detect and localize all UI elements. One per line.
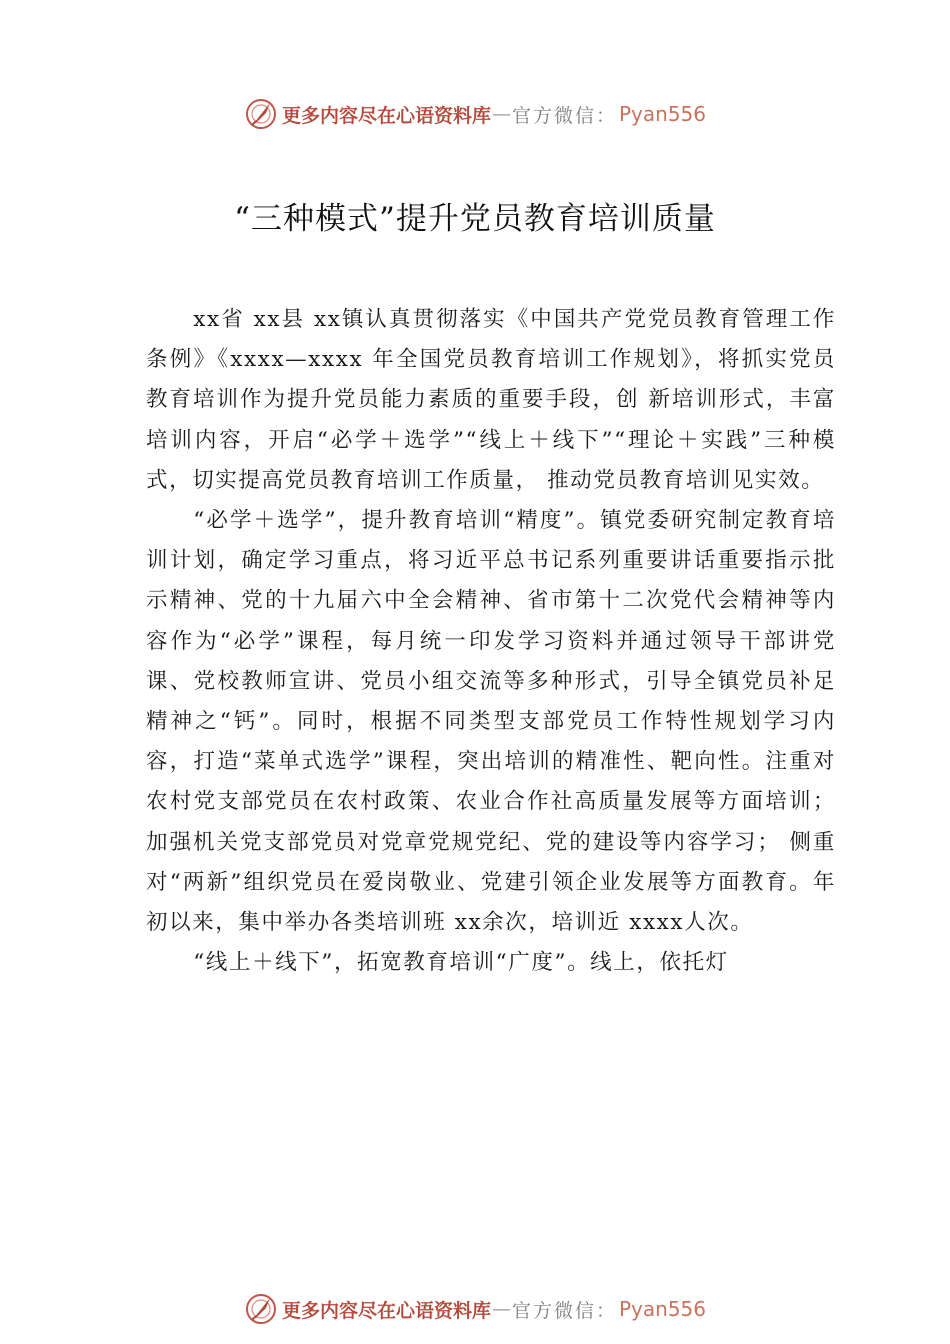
document-title: “三种模式”提升党员教育培训质量 [234,201,716,237]
watermark-wechat-id: Pyan556 [619,102,707,126]
quill-logo-icon [244,1292,278,1326]
watermark-wechat-label: 官方微信： [511,104,617,127]
paragraph-intro: xx省 xx县 xx镇认真贯彻落实《中国共产党党员教育管理工作条例》《xxxx—xxxx 年全国党员教育培训工作规划》，将抓实党员教育培训作为提升党员能力素质的重要手段，创 新培训形式，丰富培训内容，开启“必学＋选学”“线上＋线下”“理论＋实践”三种模式，切实提高党员教育培训工作质量， 推动党员教育培训见实效。 [146,307,836,493]
header-watermark [0,94,950,134]
paragraph-required-elective: “必学＋选学”，提升教育培训“精度”。镇党委研究制定教育培训计划，确定学习重点，将习近平总书记系列重要讲话重要指示批示精神、党的十九届六中全会精神、省市第十二次党代会精神等内容作为“必学”课程，每月统一印发学习资料并通过领导干部讲党课、党校教师宣讲、党员小组交流等多种形式，引导全镇党员补足精神之“钙”。同时，根据不同类型支部党员工作特性规划学习内容，打造“菜单式选学”课程，突出培训的精准性、靶向性。注重对农村党支部党员在农村政策、农业合作社高质量发展等方面培训；加强机关党支部党员对党章党规党纪、党的建设等内容学习； 侧重对“两新”组织党员在爱岗敬业、党建引领企业发展等方面教育。年初以来，集中举办各类培训班 xx余次，培训近 xxxx人次。 [146,508,836,936]
document-body [146,300,836,983]
quill-logo-icon [244,97,278,131]
watermark-dash: — [491,103,511,125]
watermark-dash: — [491,1298,511,1320]
watermark-brand: 更多内容尽在心语资料库 [281,1299,491,1322]
watermark-brand: 更多内容尽在心语资料库 [281,104,491,127]
watermark-wechat-id: Pyan556 [619,1297,707,1321]
footer-watermark [0,1289,950,1329]
watermark-wechat-label: 官方微信： [511,1299,617,1322]
paragraph-online-offline: “线上＋线下”，拓宽教育培训“广度”。线上，依托灯 [193,950,729,976]
